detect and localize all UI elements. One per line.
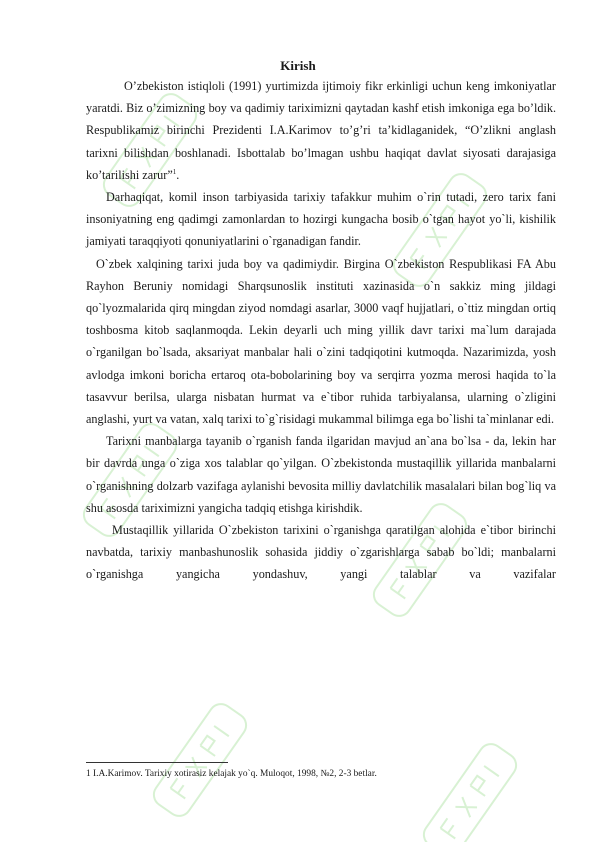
paragraph-5: Mustaqillik yillarida O`zbekiston tarixini o`rganishga qaratilgan alohida e`tibor birinchi navbatda, tarixiy manbashunoslik sohasida jiddiy o`zgarishlarga sabab bo`ldi; manbalarni o`rganishga yangicha yondashuv, yangi talablar va vazifalar xyxy=(86,523,556,582)
paragraph-1-end: . xyxy=(176,167,180,182)
paragraph-3: O`zbek xalqining tarixi juda boy va qadimiydir. Birgina O`zbekiston Respublikasi FA Abu Rayhon Beruniy nomidagi Sharqsunoslik instituti xazinasida o`n sakkiz ming jildagi qo`lyozmalarida qirq mingdan ziyod nomdagi asarlar, 3000 vaqf hujjatlari, o`ttiz mingdan ortiq toshbosma kitob saqlanmoqda. Lekin deyarli uch ming yillik davr tarixi ma`lum darajada o`rganilgan bo`lsada, aksariyat manbalar hali o`zini tadqiqotini kutmoqda. Nazarimizda, yosh avlodga imkoni boricha ertaroq ota-bobolarining boy va serqirra yozma merosi haqida to`la tasavvur berilsa, ularga nisbatan hurmat va e`tibor ruhida tarbiyalansa, ularning o`zligini anglashi, yurt va vatan, xalq tarixi to`g`risidagi mukammal bilimga ega bo`lishi ta`minlanar edi. xyxy=(86,256,556,427)
footnote: 1 I.A.Karimov. Tarixiy xotirasiz kelajak yo`q. Muloqot, 1998, №2, 2-3 betlar. xyxy=(86,769,377,779)
watermark-mark xyxy=(419,739,521,842)
watermark-mark xyxy=(149,699,251,820)
paragraph-1 xyxy=(86,75,556,186)
paragraph-2: Darhaqiqat, komil inson tarbiyasida tarixiy tafakkur muhim o`rin tutadi, zero tarix fani insoniyatning eng qadimgi zamonlardan to hozirgi kungacha bosib o`tgan hayot yo`li, kishilik jamiyati taraqqiyoti qonuniyatlarini o`rganadigan fandir. xyxy=(86,190,556,249)
document-body xyxy=(86,75,556,586)
page-title: Kirish xyxy=(280,58,316,73)
paragraph-1-text: O’zbekiston istiqloli (1991) yurtimizda ijtimoiy fikr erkinligi uchun keng imkoniyatlar yaratdi. Biz o’zimizning boy va qadimiy tariximizni qaytadan kashf etish imkoniga ega bo’ldik. Respublikamiz birinchi Prezidenti I.A.Karimov to’g’ri ta’kidlaganidek, “O’zlikni anglash tarixni bilishdan boshlanadi. Isbottalab bo’lmagan ushbu haqiqat davlat siyosati darajasiga ko’tarilishi zarur” xyxy=(86,79,556,182)
paragraph-4: Tarixni manbalarga tayanib o`rganish fanda ilgaridan mavjud an`ana bo`lsa - da, lekin har bir davrda unga o`ziga xos talablar qo`yilgan. O`zbekistonda mustaqillik yillarida manbalarni o`rganishning dolzarb vazifaga aylanishi bevosita milliy davlatchilik masalalari bilan bog`liq va shu asosda tariximizni yangicha tadqiq etishga kirishdik. xyxy=(86,434,556,515)
footnote-divider xyxy=(86,762,228,763)
footnote-marker: 1 xyxy=(172,167,177,176)
